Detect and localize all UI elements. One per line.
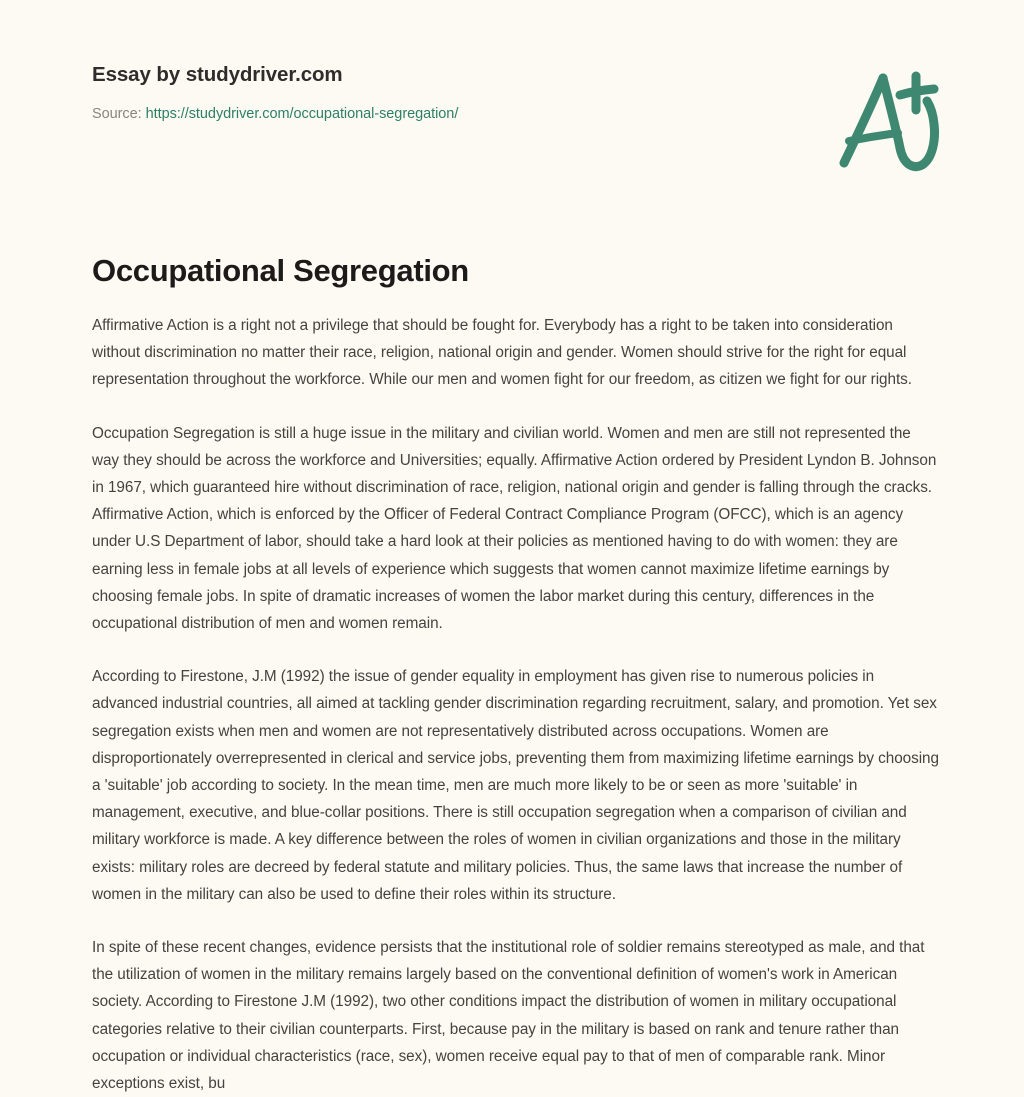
source-label: Source: — [92, 105, 146, 122]
a-plus-icon — [830, 62, 948, 178]
paragraph: Occupation Segregation is still a huge issue in the military and civilian world. Women and men are still not represented the way they should be across the workforce and Universities; equally. Affirmative Action ordered by President Lyndon B. Johnson in 1967, which guaranteed hire without discrimination of race, religion, national origin and gender is falling through the cracks. Affirmative Action, which is enforced by the Officer of Federal Contract Compliance Program (OFCC), which is an agency under U.S Department of labor, should take a hard look at their policies as mentioned having to do with women: they are earning less in female jobs at all levels of experience which suggests that women cannot maximize lifetime earnings by choosing female jobs. In spite of dramatic increases of women the labor market during this century, differences in the occupational distribution of men and women remain. — [92, 424, 937, 633]
paragraph: In spite of these recent changes, evidence persists that the institutional role of soldier remains stereotyped as male, and that the utilization of women in the military remains largely based on the conventional definition of women's work in American society. According to Firestone J.M (1992), two other conditions impact the distribution of women in military occupational categories relative to their civilian counterparts. First, because pay in the military is based on rank and tenure rather than occupation or individual characteristics (race, sex), women receive equal pay to that of men of comparable rank. Minor exceptions exist, bu — [92, 939, 925, 1093]
article-body — [92, 312, 941, 1097]
paragraph: According to Firestone, J.M (1992) the issue of gender equality in employment has given rise to numerous policies in advanced industrial countries, all aimed at tackling gender discrimination regarding recruitment, salary, and promotion. Yet sex segregation exists when men and women are not representatively distributed across occupations. Women are disproportionately overrepresented in clerical and service jobs, preventing them from maximizing lifetime earnings by choosing a 'suitable' job according to society. In the mean time, men are much more likely to be or seen as more 'suitable' in management, executive, and blue-collar positions. There is still occupation segregation when a comparison of civilian and military workforce is made. A key difference between the roles of women in civilian organizations and those in the military exists: military roles are decreed by federal statute and military policies. Thus, the same laws that increase the number of women in the military can also be used to define their roles within its structure. — [92, 668, 939, 903]
studydriver-a-plus-logo — [830, 62, 948, 178]
brand-line: Essay by studydriver.com — [92, 63, 343, 86]
source-url-link[interactable]: https://studydriver.com/occupational-segregation/ — [145, 105, 459, 122]
page-title: Occupational Segregation — [92, 253, 469, 288]
page-header — [92, 63, 944, 183]
paragraph: Affirmative Action is a right not a privilege that should be fought for. Everybody has a right to be taken into consideration without discrimination no matter their race, religion, national origin and gender. Women should strive for the right for equal representation throughout the workforce. While our men and women fight for our freedom, as citizen we fight for our rights. — [92, 317, 912, 389]
source-line — [92, 105, 944, 124]
